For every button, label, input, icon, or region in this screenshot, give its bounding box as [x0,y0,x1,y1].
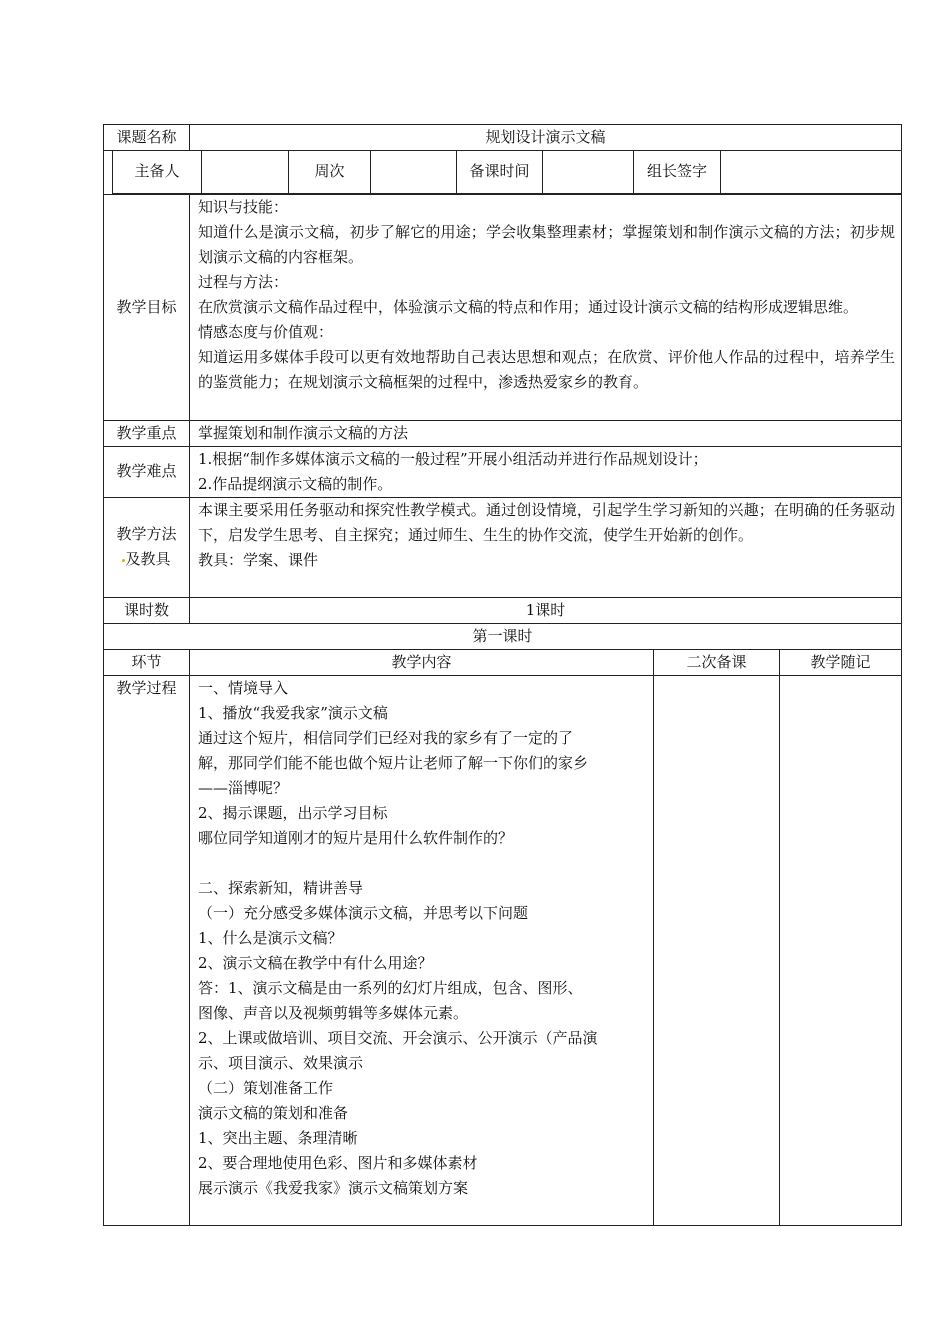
methods-label-line2: 及教具 [125,550,171,568]
process-line: 一、情境导入 [198,678,289,697]
goals-line: 过程与方法： [198,272,289,291]
hours-value: 1课时 [190,597,902,623]
process-row [104,675,902,1225]
methods-line: 教具：学案、课件 [198,550,319,569]
methods-line: 本课主要采用任务驱动和探究性教学模式。通过创设情境，引起学生学习新知的兴趣；在明确的任务驱动下，启发学生思考、自主探究；通过师生、生生的协作交流，使学生开始新的创作。 [198,500,896,544]
prep-time-value [543,151,634,193]
methods-label-line1: 教学方法 [116,525,177,543]
goals-line: 知道什么是演示文稿，初步了解它的用途；学会收集整理素材；掌握策划和制作演示文稿的方法；初步规划演示文稿的内容框架。 [198,222,896,266]
process-line: 答：1、演示文稿是由一系列的幻灯片组成，包含、图形、 [198,978,583,997]
methods-row [104,497,902,597]
process-line: 示、项目演示、效果演示 [198,1053,364,1072]
key-points-label: 教学重点 [104,420,190,446]
process-line: 哪位同学知道刚才的短片是用什么软件制作的？ [198,828,514,847]
meta-table [112,151,901,194]
lesson-title-row [104,623,902,649]
process-line: 1、突出主题、条理清晰 [198,1128,358,1147]
column-header-row [104,649,902,675]
lesson-plan-document [103,124,901,1226]
week-value [371,151,457,193]
lesson-plan-table [103,124,902,1226]
process-line: 二、探索新知，精讲善导 [198,878,364,897]
lesson-title: 第一课时 [104,623,902,649]
key-points-text: 掌握策划和制作演示文稿的方法 [190,420,902,446]
process-line: 解，那同学们能不能也做个短片让老师了解一下你们的家乡 [198,753,589,772]
difficulties-line: 1.根据“制作多媒体演示文稿的一般过程”开展小组活动并进行作品规划设计； [198,449,708,468]
topic-value: 规划设计演示文稿 [190,125,902,151]
process-line: 1、播放“我爱我家”演示文稿 [198,703,388,722]
process-line: ——淄博呢？ [198,778,289,797]
process-line: （二）策划准备工作 [198,1078,334,1097]
column-header-stage: 环节 [104,649,190,675]
process-content [190,675,654,1225]
process-line: 2、要合理地使用色彩、图片和多媒体素材 [198,1153,478,1172]
topic-row [104,125,902,151]
week-label: 周次 [289,151,371,193]
process-line: 1、什么是演示文稿？ [198,928,343,947]
goals-line: 情感态度与价值观： [198,322,334,341]
goals-line: 知识与技能： [198,197,289,216]
goals-content [190,194,902,420]
process-line: 2、上课或做培训、项目交流、开会演示、公开演示（产品演 [198,1028,598,1047]
leader-sign-value [721,151,902,193]
process-line: 2、揭示课题，出示学习目标 [198,803,388,822]
preparer-label: 主备人 [113,151,202,193]
methods-label-line2-wrap [106,547,187,572]
difficulties-label: 教学难点 [104,446,190,497]
methods-content [190,497,902,597]
preparer-value [202,151,289,193]
process-line: 图像、声音以及视频剪辑等多媒体元素。 [198,1003,469,1022]
process-line: （一）充分感受多媒体演示文稿，并思考以下问题 [198,903,529,922]
difficulties-line: 2.作品提纲演示文稿的制作。 [198,474,393,493]
methods-label [104,497,190,597]
difficulties-content [190,446,902,497]
hours-label: 课时数 [104,597,190,623]
hours-row [104,597,902,623]
process-line: 展示演示《我爱我家》演示文稿策划方案 [198,1178,469,1197]
meta-row [104,151,902,195]
leader-sign-label: 组长签字 [634,151,721,193]
column-header-second-prep: 二次备课 [654,649,780,675]
key-points-row [104,420,902,446]
column-header-notes: 教学随记 [780,649,902,675]
goals-row [104,194,902,420]
column-header-content: 教学内容 [190,649,654,675]
notes-cell [780,675,902,1225]
topic-label: 课题名称 [104,125,190,151]
prep-time-label: 备课时间 [457,151,543,193]
goals-label: 教学目标 [104,194,190,420]
process-line [198,851,649,876]
goals-line: 在欣赏演示文稿作品过程中，体验演示文稿的特点和作用；通过设计演示文稿的结构形成逻辑思维。 [198,297,859,316]
process-line: 通过这个短片，相信同学们已经对我的家乡有了一定的了 [198,728,574,747]
goals-line: 知道运用多媒体手段可以更有效地帮助自己表达思想和观点；在欣赏、评价他人作品的过程中，培养学生的鉴赏能力；在规划演示文稿框架的过程中，渗透热爱家乡的教育。 [198,347,896,391]
difficulties-row [104,446,902,497]
process-line: 演示文稿的策划和准备 [198,1103,349,1122]
process-line: 2、演示文稿在教学中有什么用途？ [198,953,433,972]
process-label: 教学过程 [104,675,190,1225]
second-prep-cell [654,675,780,1225]
